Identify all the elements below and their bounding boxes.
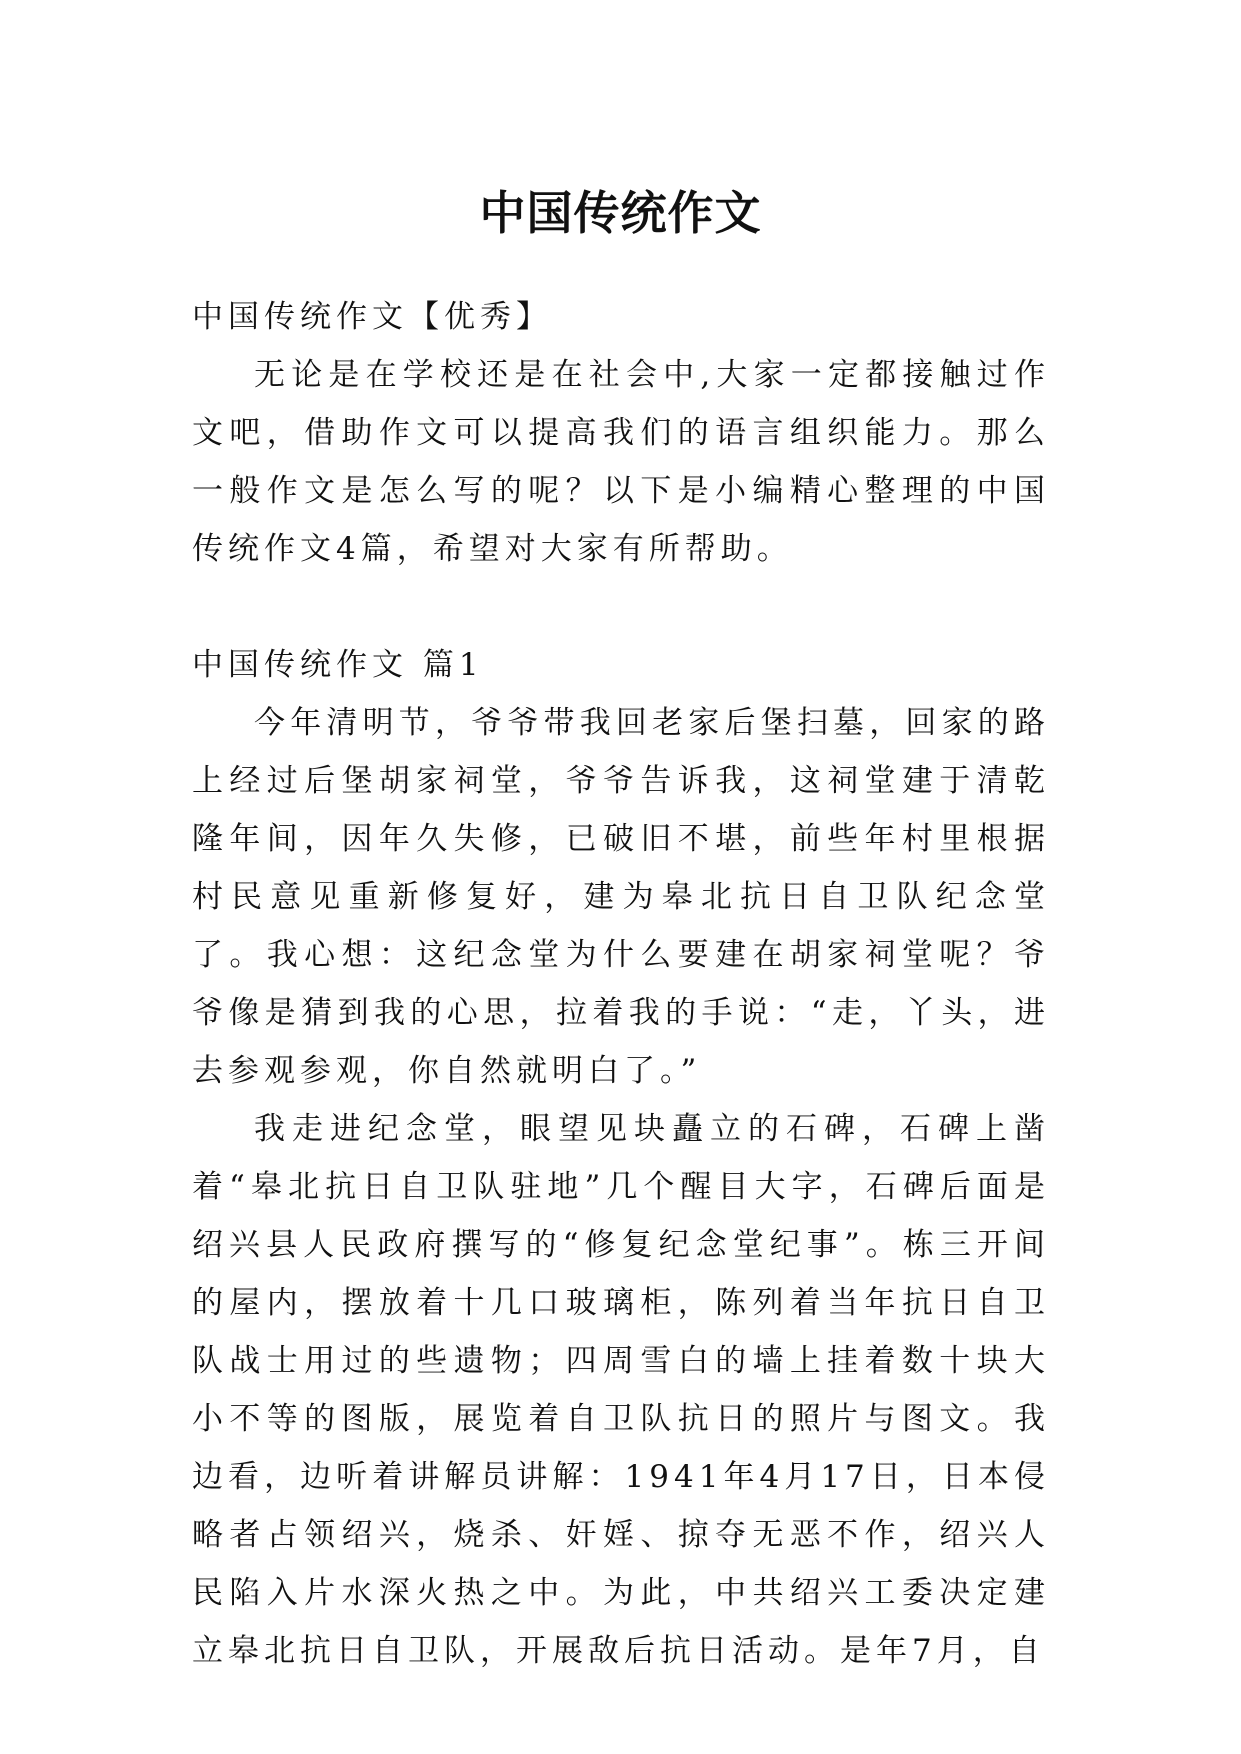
section-1-heading: 中国传统作文 篇1 (192, 647, 484, 683)
document-title: 中国传统作文 (479, 185, 762, 240)
section-1-paragraph-2: 我走进纪念堂，眼望见块矗立的石碑，石碑上凿着“皋北抗日自卫队驻地”几个醒目大字，石碑后面是绍兴县人民政府撰写的“修复纪念堂纪事”。栋三开间的屋内，摆放着十几口玻璃柜，陈列着当年抗日自卫队战士用过的些遗物；四周雪白的墙上挂着数十块大小不等的图版，展览着自卫队抗日的照片与图文。我边看，边听着讲解员讲解：1941年4月17日，日本侵略者占领绍兴，烧杀、奸婬、掠夺无恶不作，绍兴人民陷入片水深火热之中。为此，中共绍兴工委决定建立皋北抗日自卫队，开展敌后抗日活动。是年7月，自 (192, 1111, 1050, 1669)
section-1-paragraph-1: 今年清明节，爷爷带我回老家后堡扫墓，回家的路上经过后堡胡家祠堂，爷爷告诉我，这祠堂建于清乾隆年间，因年久失修，已破旧不堪，前些年村里根据村民意见重新修复好，建为皋北抗日自卫队纪念堂了。我心想：这纪念堂为什么要建在胡家祠堂呢？爷爷像是猜到我的心思，拉着我的手说：“走，丫头，进去参观参观，你自然就明白了。” (192, 705, 1050, 1089)
intro-paragraph: 无论是在学校还是在社会中,大家一定都接触过作文吧，借助作文可以提高我们的语言组织能力。那么一般作文是怎么写的呢？以下是小编精心整理的中国传统作文4篇，希望对大家有所帮助。 (192, 357, 1050, 567)
document-body (192, 288, 1050, 1680)
subtitle-heading: 中国传统作文【优秀】 (192, 299, 552, 335)
